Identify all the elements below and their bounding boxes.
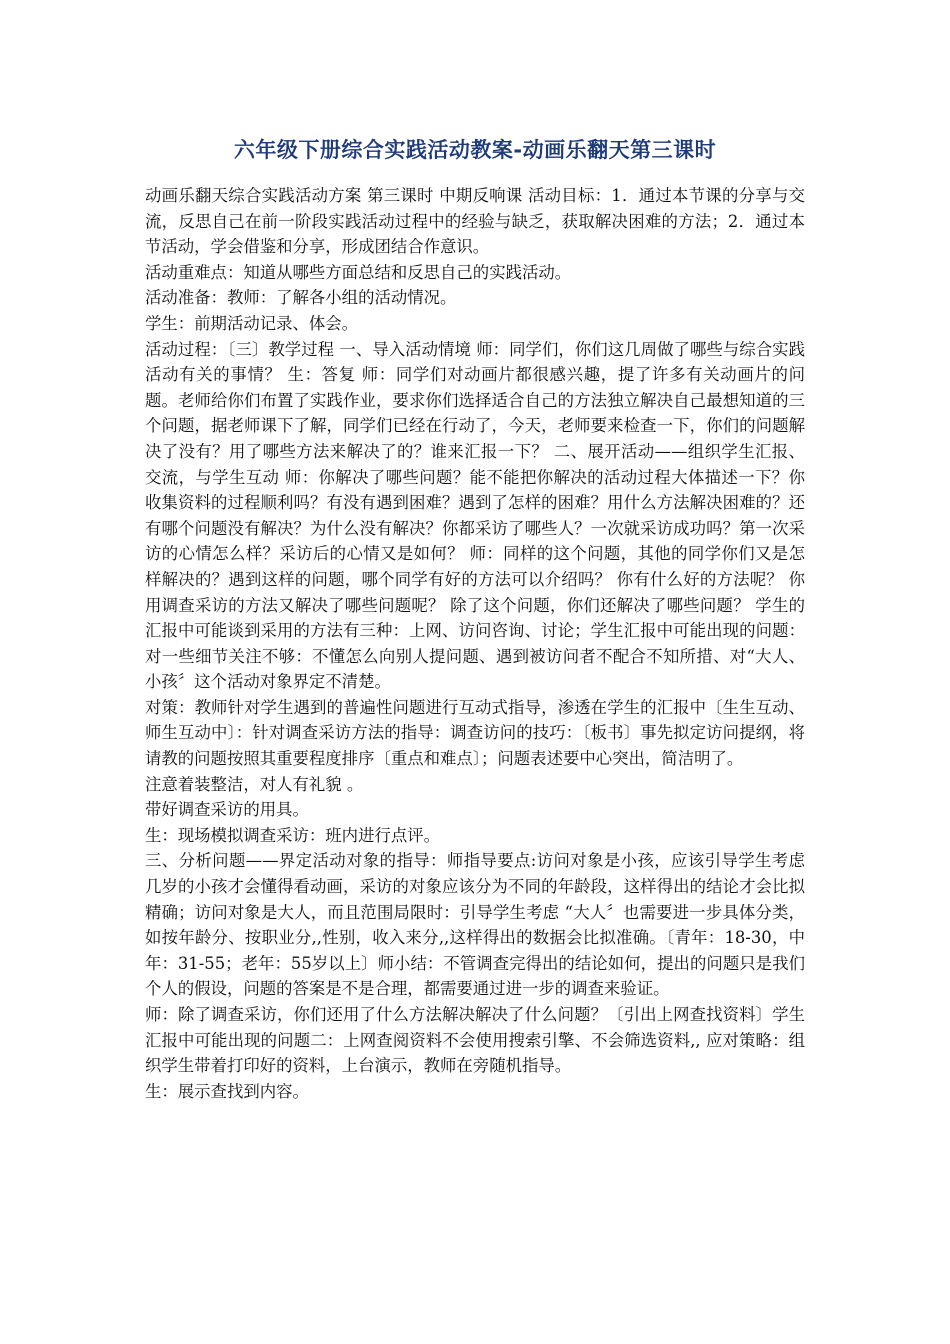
paragraph-dress-neatly: 注意着装整洁，对人有礼貌 。	[145, 774, 364, 794]
paragraph-activity-process: 活动过程：〔三〕教学过程 一、导入活动情境 师：同学们，你们这几周做了哪些与综合实践活动有关的事情？ 生：答复 师：同学们对动画片都很感兴趣，提了许多有关动画片的问题。老师给你们布置了实践作业，要求你们选择适合自己的方法独立解决自己最想知道的三个问题，据老师课下了解，同学们已经在行动了，今天，老师要来检查一下，你们的问题解决了没有？用了哪些方法来解决了的？谁来汇报一下？ 二、展开活动——组织学生汇报、交流，与学生互动 师：你解决了哪些问题？能不能把你解决的活动过程大体描述一下？你收集资料的过程顺利吗？有没有遇到困难？遇到了怎样的困难？用什么方法解决困难的？还有哪个问题没有解决？为什么没有解决？你都采访了哪些人？一次就采访成功吗？第一次采访的心情怎么样？采访后的心情又是如何？ 师：同样的这个问题，其他的同学你们又是怎样解决的？遇到这样的问题，哪个同学有好的方法可以介绍吗？ 你有什么好的方法呢？ 你用调查采访的方法又解决了哪些问题呢？ 除了这个问题，你们还解决了哪些问题？ 学生的汇报中可能谈到采用的方法有三种：上网、访问咨询、讨论；学生汇报中可能出现的问题：对一些细节关注不够：不懂怎么向别人提问题、遇到被访问者不配合不知所措、对“大人、小孩〞这个活动对象界定不清楚。	[145, 339, 805, 692]
paragraph-bring-tools: 带好调查采访的用具。	[145, 800, 309, 820]
paragraph-analyze-problem: 三、分析问题——界定活动对象的指导：师指导要点:访问对象是小孩，应该引导学生考虑几岁的小孩才会懂得看动画，采访的对象应该分为不同的年龄段，这样得出的结论才会比拟精确；访问对象是大人，而且范围局限时：引导学生考虑 “大人〞也需要进一步具体分类，如按年龄分、按职业分,,性别，收入来分,,这样得出的数据会比拟准确。〔青年：18-30，中年：31-55；老年：55岁以上〕师小结：不管调查完得出的结论如何，提出的问题只是我们个人的假设，问题的答案是不是合理，都需要通过进一步的调查来验证。	[145, 851, 805, 999]
paragraph-countermeasures: 对策：教师针对学生遇到的普遍性问题进行互动式指导，渗透在学生的汇报中〔生生互动、师生互动中〕：针对调查采访方法的指导：调查访问的技巧：〔板书〕事先拟定访问提纲，将请教的问题按照其重要程度排序〔重点和难点〕；问题表述要中心突出，简洁明了。	[145, 697, 805, 769]
paragraph-mock-interview: 生：现场模拟调查采访：班内进行点评。	[145, 825, 441, 845]
paragraph-activity-plan: 动画乐翻天综合实践活动方案 第三课时 中期反响课 活动目标：1．通过本节课的分享与交流，反思自己在前一阶段实践活动过程中的经验与缺乏，获取解决困难的方法；2．通过本节活动，学会借鉴和分享，形成团结合作意识。	[145, 186, 805, 257]
paragraph-teacher-preparation: 活动准备：教师：了解各小组的活动情况。	[145, 288, 457, 308]
paragraph-show-results: 生：展示查找到内容。	[145, 1081, 309, 1101]
document-body	[145, 183, 805, 1104]
paragraph-student-preparation: 学生：前期活动记录、体会。	[145, 313, 359, 333]
paragraph-key-difficulties: 活动重难点：知道从哪些方面总结和反思自己的实践活动。	[145, 262, 572, 282]
document-title: 六年级下册综合实践活动教案-动画乐翻天第三课时	[233, 138, 717, 162]
paragraph-online-research: 师：除了调查采访，你们还用了什么方法解决解决了什么问题？〔引出上网查找资料〕学生汇报中可能出现的问题二：上网查阅资料不会使用搜索引擎、不会筛选资料,, 应对策略：组织学生带着打印好的资料，上台演示，教师在旁随机指导。	[145, 1005, 805, 1076]
